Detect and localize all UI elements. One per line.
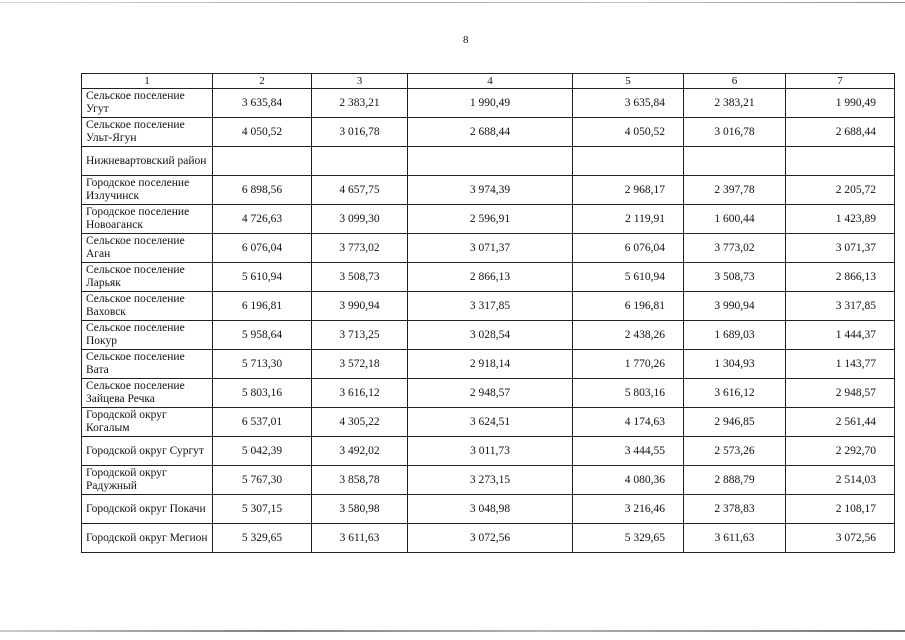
table-row [82,205,895,234]
table-row [82,147,895,176]
value-cell: 5 958,64 [213,321,312,350]
value-cell: 3 990,94 [312,292,408,321]
municipality-name-cell: Нижневартовский район [82,147,213,176]
municipality-name-cell: Сельское поселение Ваховск [82,292,213,321]
value-cell: 5 803,16 [573,379,684,408]
value-cell: 3 216,46 [573,495,684,524]
value-cell: 6 196,81 [573,292,684,321]
table-row [82,379,895,408]
value-cell: 3 974,39 [408,176,573,205]
value-cell: 6 076,04 [573,234,684,263]
value-cell [408,147,573,176]
value-cell [573,147,684,176]
municipality-name-cell: Городской округ Сургут [82,437,213,466]
municipality-name-cell: Сельское поселение Ульт-Ягун [82,118,213,147]
value-cell: 3 635,84 [213,89,312,118]
municipality-name-cell: Городской округ Мегион [82,524,213,553]
table-row [82,263,895,292]
value-cell: 3 616,12 [684,379,786,408]
column-header: 7 [786,74,895,89]
value-cell: 3 016,78 [312,118,408,147]
value-cell: 3 773,02 [684,234,786,263]
value-cell: 3 508,73 [684,263,786,292]
scan-edge-top [0,2,905,3]
value-cell: 3 071,37 [408,234,573,263]
value-cell: 2 573,26 [684,437,786,466]
value-cell: 4 305,22 [312,408,408,437]
value-cell: 4 657,75 [312,176,408,205]
value-cell: 2 866,13 [408,263,573,292]
table-row [82,524,895,553]
value-cell: 3 508,73 [312,263,408,292]
column-header: 5 [573,74,684,89]
municipality-name-cell: Городской округ Радужный [82,466,213,495]
municipality-name-cell: Городской округ Когалым [82,408,213,437]
value-cell: 1 689,03 [684,321,786,350]
value-cell [213,147,312,176]
value-cell: 3 072,56 [408,524,573,553]
value-cell: 2 888,79 [684,466,786,495]
value-cell: 3 011,73 [408,437,573,466]
page-number: 8 [463,34,469,46]
value-cell: 3 713,25 [312,321,408,350]
value-cell: 3 616,12 [312,379,408,408]
value-cell: 5 329,65 [573,524,684,553]
value-cell [684,147,786,176]
value-cell: 2 561,44 [786,408,895,437]
header-row [82,74,895,89]
value-cell: 3 444,55 [573,437,684,466]
value-cell [786,147,895,176]
value-cell: 5 307,15 [213,495,312,524]
value-cell: 2 108,17 [786,495,895,524]
value-cell: 3 773,02 [312,234,408,263]
table-row [82,118,895,147]
value-cell: 2 948,57 [786,379,895,408]
value-cell: 3 990,94 [684,292,786,321]
municipality-name-cell: Городское поселение Новоаганск [82,205,213,234]
value-cell: 3 611,63 [312,524,408,553]
value-cell: 1 600,44 [684,205,786,234]
value-cell: 3 635,84 [573,89,684,118]
municipality-name-cell: Сельское поселение Угут [82,89,213,118]
value-cell: 2 968,17 [573,176,684,205]
table-row [82,350,895,379]
value-cell: 2 688,44 [408,118,573,147]
value-cell: 1 990,49 [408,89,573,118]
table-body [82,89,895,553]
value-cell: 1 770,26 [573,350,684,379]
column-header: 4 [408,74,573,89]
value-cell [312,147,408,176]
value-cell: 2 946,85 [684,408,786,437]
value-cell: 3 317,85 [408,292,573,321]
value-cell: 4 080,36 [573,466,684,495]
table-row [82,234,895,263]
table-row [82,176,895,205]
tariff-table [81,73,895,553]
value-cell: 5 042,39 [213,437,312,466]
value-cell: 3 317,85 [786,292,895,321]
value-cell: 3 273,15 [408,466,573,495]
municipality-name-cell: Сельское поселение Зайцева Речка [82,379,213,408]
municipality-name-cell: Городской округ Покачи [82,495,213,524]
value-cell: 2 292,70 [786,437,895,466]
value-cell: 5 767,30 [213,466,312,495]
municipality-name-cell: Сельское поселение Вата [82,350,213,379]
municipality-name-cell: Городское поселение Излучинск [82,176,213,205]
value-cell: 2 514,03 [786,466,895,495]
value-cell: 4 726,63 [213,205,312,234]
value-cell: 2 397,78 [684,176,786,205]
value-cell: 2 205,72 [786,176,895,205]
value-cell: 2 596,91 [408,205,573,234]
value-cell: 4 174,63 [573,408,684,437]
value-cell: 1 423,89 [786,205,895,234]
value-cell: 4 050,52 [573,118,684,147]
value-cell: 1 444,37 [786,321,895,350]
value-cell: 2 918,14 [408,350,573,379]
value-cell: 3 572,18 [312,350,408,379]
value-cell: 5 610,94 [213,263,312,292]
value-cell: 3 492,02 [312,437,408,466]
value-cell: 3 016,78 [684,118,786,147]
table-row [82,408,895,437]
value-cell: 3 048,98 [408,495,573,524]
value-cell: 5 713,30 [213,350,312,379]
value-cell: 6 537,01 [213,408,312,437]
table-row [82,89,895,118]
scan-edge-bottom [0,630,905,632]
value-cell: 2 383,21 [684,89,786,118]
municipality-name-cell: Сельское поселение Покур [82,321,213,350]
value-cell: 5 803,16 [213,379,312,408]
table-row [82,292,895,321]
value-cell: 4 050,52 [213,118,312,147]
value-cell: 3 099,30 [312,205,408,234]
value-cell: 6 076,04 [213,234,312,263]
municipality-name-cell: Сельское поселение Ларьяк [82,263,213,292]
value-cell: 3 858,78 [312,466,408,495]
value-cell: 2 119,91 [573,205,684,234]
value-cell: 3 028,54 [408,321,573,350]
value-cell: 3 072,56 [786,524,895,553]
value-cell: 5 329,65 [213,524,312,553]
value-cell: 3 071,37 [786,234,895,263]
column-header: 1 [82,74,213,89]
value-cell: 6 196,81 [213,292,312,321]
column-header: 6 [684,74,786,89]
table-row [82,321,895,350]
value-cell: 1 990,49 [786,89,895,118]
value-cell: 1 143,77 [786,350,895,379]
column-header: 3 [312,74,408,89]
table-row [82,466,895,495]
value-cell: 6 898,56 [213,176,312,205]
table-row [82,437,895,466]
table-row [82,495,895,524]
value-cell: 2 866,13 [786,263,895,292]
value-cell: 3 580,98 [312,495,408,524]
column-header: 2 [213,74,312,89]
value-cell: 5 610,94 [573,263,684,292]
value-cell: 3 624,51 [408,408,573,437]
value-cell: 2 383,21 [312,89,408,118]
value-cell: 2 438,26 [573,321,684,350]
value-cell: 2 378,83 [684,495,786,524]
value-cell: 1 304,93 [684,350,786,379]
value-cell: 2 948,57 [408,379,573,408]
value-cell: 2 688,44 [786,118,895,147]
value-cell: 3 611,63 [684,524,786,553]
municipality-name-cell: Сельское поселение Аган [82,234,213,263]
